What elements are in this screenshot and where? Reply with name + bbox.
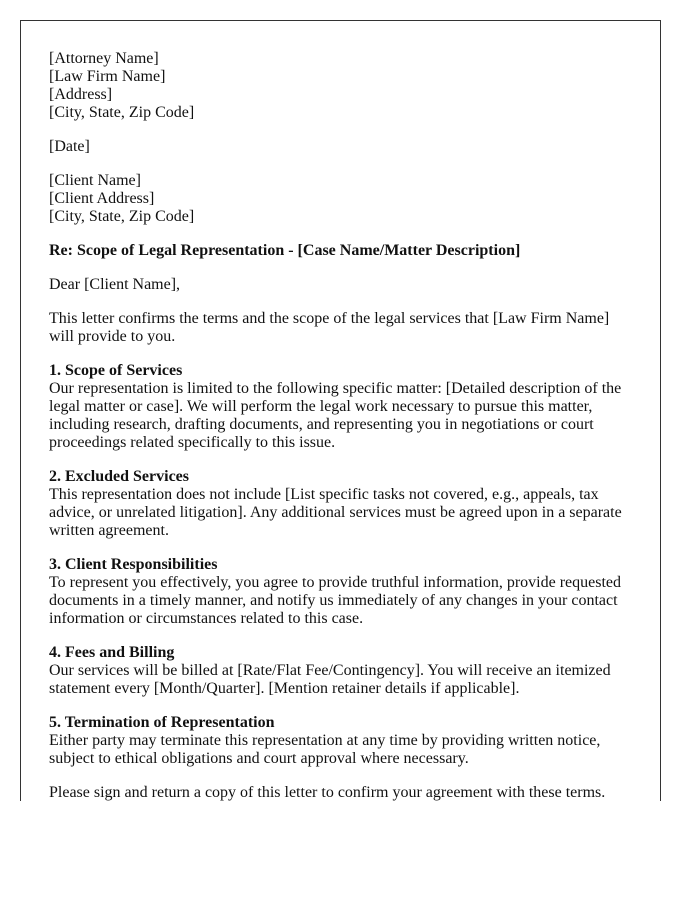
section-body: This representation does not include [List specific tasks not covered, e.g., appeals, tax advice, or unrelated litigation]. Any additional services must be agreed upon in a separate written agreement. <box>49 486 622 539</box>
section-client-responsibilities <box>49 556 632 628</box>
section-heading: 1. Scope of Services <box>49 362 183 379</box>
section-body: Our services will be billed at [Rate/Flat Fee/Contingency]. You will receive an itemized statement every [Month/Quarter]. [Mention retainer details if applicable]. <box>49 662 611 697</box>
subject-line: Re: Scope of Legal Representation - [Case Name/Matter Description] <box>49 242 521 259</box>
section-body: To represent you effectively, you agree to provide truthful information, provide requested documents in a timely manner, and notify us immediately of any changes in your contact information or circumstances related to this case. <box>49 574 622 627</box>
sender-city-state-zip: [City, State, Zip Code] <box>49 104 195 121</box>
section-termination <box>49 714 632 768</box>
salutation: Dear [Client Name], <box>49 276 181 293</box>
recipient-block <box>49 172 632 226</box>
section-heading: 4. Fees and Billing <box>49 644 175 661</box>
law-firm-name: [Law Firm Name] <box>49 68 166 85</box>
client-name: [Client Name] <box>49 172 141 189</box>
section-heading: 3. Client Responsibilities <box>49 556 218 573</box>
section-body: Either party may terminate this representation at any time by providing written notice, subject to ethical obligations and court approval where necessary. <box>49 732 601 767</box>
closing-paragraph: Please sign and return a copy of this letter to confirm your agreement with these terms. <box>49 784 606 801</box>
section-scope <box>49 362 632 452</box>
section-heading: 5. Termination of Representation <box>49 714 275 731</box>
section-excluded <box>49 468 632 540</box>
section-fees <box>49 644 632 698</box>
section-body: Our representation is limited to the following specific matter: [Detailed description of the legal matter or case]. We will perform the legal work necessary to pursue this matter, including research, drafting documents, and representing you in negotiations or court proceedings related specifically to this issue. <box>49 380 622 451</box>
client-address: [Client Address] <box>49 190 155 207</box>
sender-block <box>49 50 632 122</box>
letter-page <box>20 20 661 801</box>
sender-address: [Address] <box>49 86 113 103</box>
letter-date: [Date] <box>49 138 90 155</box>
client-city-state-zip: [City, State, Zip Code] <box>49 208 195 225</box>
intro-paragraph: This letter confirms the terms and the scope of the legal services that [Law Firm Name] will provide to you. <box>49 310 610 345</box>
attorney-name: [Attorney Name] <box>49 50 159 67</box>
section-heading: 2. Excluded Services <box>49 468 189 485</box>
